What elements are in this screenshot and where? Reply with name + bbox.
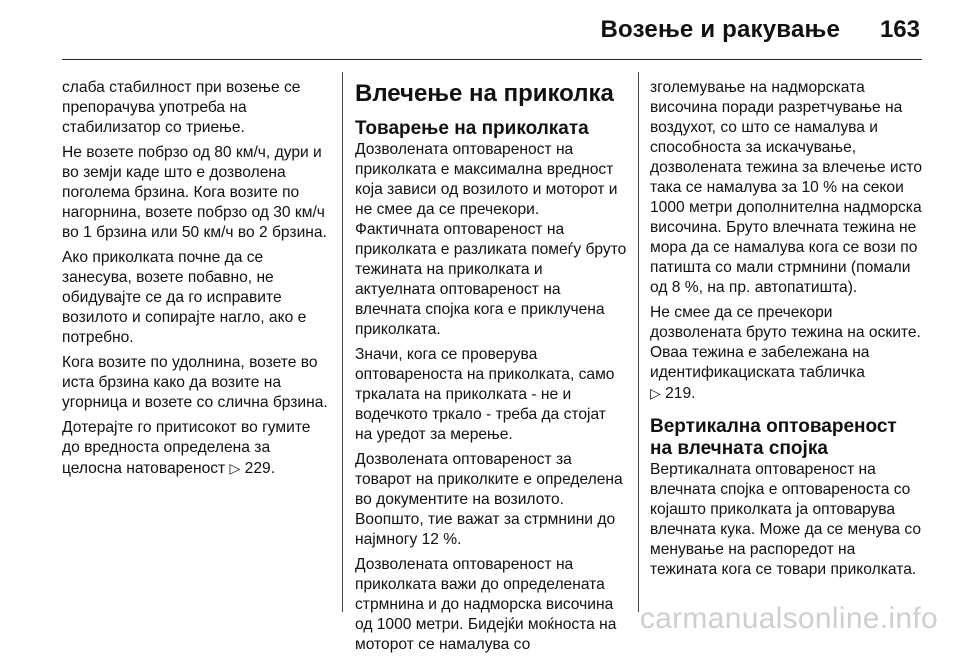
- page-number: 163: [879, 16, 920, 43]
- column-divider: [638, 72, 639, 612]
- paragraph: [650, 303, 924, 404]
- paragraph: Кога возите по удолнина, возете во иста брзина како да возите на угорница и возете со слична брзина.: [62, 354, 328, 411]
- paragraph: слаба стабилност при возење се препорачува употреба на стабилизатор со триење.: [62, 79, 301, 136]
- header-title: Возење и ракување: [600, 16, 840, 43]
- page-reference-link[interactable]: 229.: [244, 460, 276, 477]
- paragraph: Значи, кога се проверува оптовареноста на приколката, само тркалата на приколката - не и водечкото тркало - треба да стојат на уредот за мерење.: [355, 346, 615, 443]
- column-2: [355, 78, 627, 660]
- paragraph: Не возете побрзо од 80 км/ч, дури и во земји каде што е дозволена поголема брзина. Кога возите по нагорнина, возете побрзо од 30 км/ч во 1 брзина или 50 км/ч во 2 брзина.: [62, 144, 327, 241]
- paragraph: Ако приколката почне да се занесува, возете побавно, не обидувајте се да го исправите возилото и сопирајте нагло, ако е потребно.: [62, 249, 307, 346]
- reference-arrow-icon: ▷: [229, 460, 241, 476]
- paragraph: Дозволената оптовареност на приколката е максимална вредност која зависи од возилото и моторот и не смее да се пречекори. Фактичната оптовареност на приколката е разликата помеѓу бруто тежината на приколката и актуелната оптовареност на влечната спојка кога е приклучена приколката.: [355, 141, 627, 338]
- section-title: Влечење на приколка: [355, 80, 614, 107]
- header-rule: [62, 59, 922, 60]
- column-3: [650, 78, 924, 585]
- column-divider: [342, 72, 343, 612]
- page-header: [0, 0, 960, 60]
- paragraph-text: Дотерајте го притисокот во гумите до вредноста определена за целосна натовареност: [62, 419, 311, 477]
- subsection-title: Вертикална оптовареност на влечната спојка: [650, 416, 897, 459]
- paragraph: зголемување на надморската височина поради разретчување на воздухот, со што се намалува и способноста за искачување, дозволената тежина за влечење исто така се намалува за 10 % на секои 1000 метри дополнителна надморска височина. Бруто влечната тежина не мора да се намалува кога се вози по патишта со мали стрмнини (помали од 8 %, на пр. автопатишта).: [650, 79, 923, 296]
- page-reference-link[interactable]: 219.: [665, 385, 696, 402]
- paragraph: [62, 418, 328, 479]
- paragraph: Дозволената оптовареност на приколката важи до определената стрмнина и до надморска височина од 1000 метри. Бидејќи моќноста на моторот се намалува со: [355, 556, 617, 653]
- subsection-title: Товарење на приколката: [355, 118, 589, 139]
- paragraph-text: Не смее да се пречекори дозволената бруто тежина на оските. Оваа тежина е забележана на идентификациската табличка: [650, 304, 921, 381]
- column-1: [62, 78, 328, 484]
- reference-arrow-icon: ▷: [650, 385, 661, 401]
- watermark: carmanualsonline.info: [639, 602, 938, 635]
- paragraph: Дозволената оптовареност за товарот на приколките е определена во документите на возилото. Воопшто, тие важат за стрмнини до најмногу 12 %.: [355, 451, 623, 548]
- paragraph: Вертикалната оптовареност на влечната спојка е оптовареноста со којашто приколката ја оптоварува влечната кука. Може да се менува со менување на распоредот на тежината кога се товари приколката.: [650, 461, 922, 578]
